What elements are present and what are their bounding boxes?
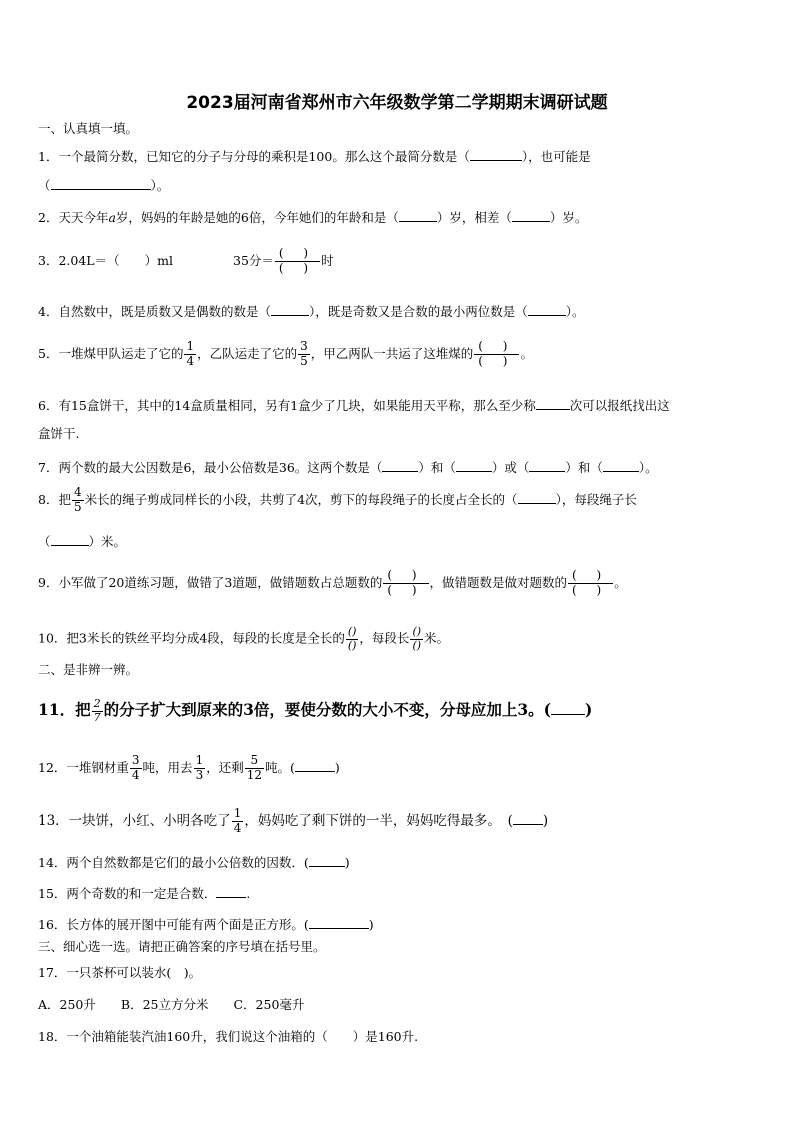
fraction: $\frac{1}{4}$ [186, 339, 195, 368]
fraction-blank[interactable]: $\frac{( )}{( )}$ [568, 569, 613, 598]
question-text: 9．小军做了20道练习题，做错了3道题，做错题数占总题数的 [38, 574, 383, 590]
question-3 [38, 247, 334, 276]
question-text: . [246, 886, 251, 901]
question-text: 。 [614, 574, 627, 590]
answer-blank[interactable] [271, 303, 309, 316]
question-text: 10．把3米长的铁丝平均分成4段，每段的长度是全长的 [38, 630, 345, 646]
fraction: $\frac{3}{4}$ [131, 753, 140, 782]
question-text: （ [38, 534, 51, 549]
question-text: 时 [321, 252, 334, 268]
question-text: 吨，用去 [142, 759, 193, 775]
page-title: 2023届河南省郑州市六年级数学第二学期期末调研试题 [186, 93, 608, 113]
question-text: 4．自然数中，既是质数又是偶数的数是（ [38, 304, 271, 319]
question-17: 17．一只茶杯可以装水( )。 [38, 965, 202, 980]
question-text: ) [542, 812, 549, 829]
question-6 [38, 397, 670, 413]
question-text: （ [38, 178, 51, 193]
question-text: ）和（ [418, 460, 456, 475]
question-text: 7．两个数的最大公因数是6，最小公倍数是36。这两个数是（ [38, 460, 383, 475]
question-text: ）米。 [88, 534, 127, 549]
question-text: ）或（ [491, 460, 530, 475]
question-11 [38, 698, 592, 724]
question-14 [38, 854, 350, 870]
question-10 [38, 626, 449, 652]
answer-blank[interactable] [518, 491, 556, 504]
question-8 [38, 486, 637, 515]
question-text: ) [368, 917, 374, 932]
question-text: ，做错题数是做对题数的 [429, 574, 568, 590]
answer-blank[interactable] [51, 533, 89, 546]
answer-blank[interactable] [513, 812, 543, 825]
question-text: ，甲乙两队一共运了这堆煤的 [310, 345, 474, 361]
question-text: ）。 [638, 460, 658, 475]
question-9 [38, 569, 627, 598]
question-text: ）岁。 [549, 210, 588, 225]
answer-blank[interactable] [295, 759, 335, 772]
answer-blank[interactable] [529, 459, 565, 472]
fraction-blank[interactable]: $\frac{()}{()}$ [412, 625, 422, 652]
question-text: 米长的绳子剪成同样长的小段，共剪了4次，剪下的每段绳子的长度占全长的（ [84, 491, 518, 507]
answer-blank[interactable] [382, 459, 418, 472]
question-text: ），每段绳子长 [555, 491, 637, 507]
fraction: $\frac{5}{12}$ [246, 753, 262, 782]
fraction: $\frac{1}{3}$ [195, 753, 204, 782]
answer-blank[interactable] [551, 702, 585, 715]
fraction-blank[interactable]: $\frac{( )}{( )}$ [275, 247, 320, 276]
question-18: 18．一个油箱能装汽油160升，我们说这个油箱的（ ）是160升. [38, 1029, 419, 1044]
variable-a: a [108, 210, 116, 225]
question-text: 1．一个最简分数，已知它的分子与分母的乘积是100。那么这个最简分数是（ [38, 149, 470, 164]
fraction: $\frac{4}{5}$ [73, 485, 82, 514]
question-text: ）。 [150, 178, 170, 193]
question-text: ) [584, 700, 593, 720]
section-3-heading: 三、细心选一选。请把正确答案的序号填在括号里。 [38, 939, 326, 954]
answer-blank[interactable] [456, 459, 492, 472]
fraction: $\frac{1}{4}$ [233, 806, 242, 835]
question-text: ）和（ [565, 460, 603, 475]
question-text: ）岁，相差（ [436, 210, 512, 225]
question-text: 2．天天今年 [38, 210, 109, 225]
answer-blank[interactable] [603, 459, 639, 472]
question-17-options[interactable]: A．250升 B．25立方分米 C．250毫升 [38, 997, 305, 1012]
answer-blank[interactable] [470, 148, 522, 161]
question-text: 13．一块饼，小红、小明各吃了 [38, 812, 231, 829]
question-text: 8．把 [38, 491, 71, 507]
question-5 [38, 340, 533, 369]
question-text: 岁，妈妈的年龄是她的6倍，今年她们的年龄和是（ [115, 210, 399, 225]
question-1 [38, 148, 591, 164]
question-7 [38, 459, 658, 475]
question-text: 15．两个奇数的和一定是合数． [38, 886, 217, 901]
answer-blank[interactable] [512, 209, 550, 222]
question-13 [38, 807, 548, 836]
question-text: ）。 [565, 304, 585, 319]
fraction: $\frac{3}{5}$ [300, 339, 308, 368]
fraction-blank[interactable]: $\frac{( )}{( )}$ [383, 569, 428, 598]
section-2-heading: 二、是非辨一辨。 [38, 662, 139, 677]
section-1-heading: 一、认真填一填。 [38, 121, 139, 136]
question-text: 6．有15盒饼干，其中的14盒质量相同，另有1盒少了几块，如果能用天平称，那么至少称 [38, 398, 536, 413]
question-15 [38, 885, 250, 901]
question-text: ），既是奇数又是合数的最小两位数是（ [308, 304, 528, 319]
question-text: ) [344, 855, 350, 870]
fraction-blank[interactable]: $\frac{()}{()}$ [347, 625, 357, 652]
answer-blank[interactable] [528, 303, 566, 316]
answer-blank[interactable] [216, 885, 246, 898]
fraction: $\frac{2}{7}$ [93, 697, 101, 724]
question-text: 12．一堆钢材重 [38, 759, 129, 775]
question-text: 吨。( [265, 759, 295, 775]
question-text: 的分子扩大到原来的3倍，要使分数的大小不变，分母应加上3。( [103, 700, 551, 720]
question-2 [38, 209, 587, 225]
question-text: 3．2.04L＝（ ）ml [38, 252, 173, 268]
question-8-continued [38, 533, 126, 549]
question-4 [38, 303, 585, 319]
question-text: 35分＝ [233, 252, 274, 268]
answer-blank[interactable] [399, 209, 437, 222]
question-text: ），也可能是 [521, 149, 591, 164]
answer-blank[interactable] [309, 916, 369, 929]
question-text: 14．两个自然数都是它们的最小公倍数的因数．( [38, 855, 309, 870]
question-text: 16．长方体的展开图中可能有两个面是正方形。( [38, 917, 309, 932]
question-text: ，每段长 [359, 630, 410, 646]
question-text: 米。 [424, 630, 450, 646]
answer-blank[interactable] [309, 854, 345, 867]
fraction-blank[interactable]: $\frac{( )}{( )}$ [474, 340, 519, 369]
question-text: ，乙队运走了它的 [197, 345, 298, 361]
answer-blank[interactable] [51, 177, 151, 190]
question-text: 次可以报纸找出这 [569, 398, 670, 413]
question-1-continued [38, 177, 169, 193]
question-16 [38, 916, 374, 932]
question-12 [38, 754, 340, 783]
question-text: 11．把 [38, 700, 91, 720]
question-text: 5．一堆煤甲队运走了它的 [38, 345, 184, 361]
question-text: ，妈妈吃了剩下饼的一半，妈妈吃得最多。 ( [244, 812, 513, 829]
question-6-continued: 盒饼干. [38, 426, 80, 441]
question-text: ，还剩 [206, 759, 244, 775]
answer-blank[interactable] [536, 397, 570, 410]
question-text: ) [334, 759, 340, 775]
question-text: 。 [520, 345, 533, 361]
